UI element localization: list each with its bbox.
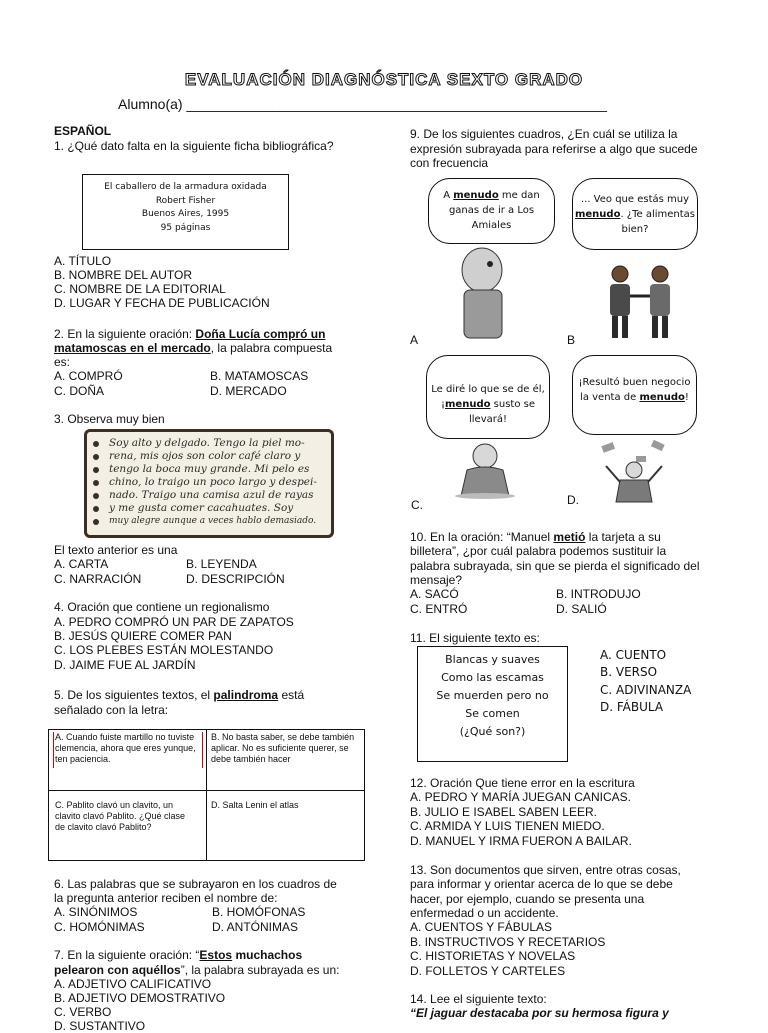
q5-line1: 5. De los siguientes textos, el palindroma está <box>54 688 305 702</box>
q13-line1: 13. Son documentos que sirven, entre otras cosas, <box>410 863 681 877</box>
table-cell-a[interactable]: A. Cuando fuiste martillo no tuviste clemencia, ahora que eres yunque, ten paciencia. <box>55 732 196 764</box>
q12-option-b[interactable]: B. JULIO E ISABEL SABEN LEER. <box>410 805 597 819</box>
texts-table <box>48 729 365 861</box>
riddle-line: Blancas y suaves <box>445 653 540 666</box>
q7-option-a[interactable]: A. ADJETIVO CALIFICATIVO <box>54 977 212 991</box>
exam-title: EVALUACIÓN DIAGNÓSTICA SEXTO GRADO <box>184 70 584 89</box>
q2-line2: matamoscas en el mercado, la palabra compuesta <box>54 341 333 355</box>
q6-option-a[interactable]: A. SINÓNIMOS <box>54 905 138 919</box>
q14-text: 14. Lee el siguiente texto: <box>410 992 547 1006</box>
q1-option-a[interactable]: A. TÍTULO <box>54 254 112 268</box>
q10-option-a[interactable]: A. SACÓ <box>410 587 459 601</box>
note-line: nado. Traigo una camisa azul de rayas <box>109 489 314 501</box>
q1-option-b[interactable]: B. NOMBRE DEL AUTOR <box>54 268 193 282</box>
speech-bubble-b: ... Veo que estás muy menudo. ¿Te alimentas bien? <box>572 178 698 250</box>
q10-option-b[interactable]: B. INTRODUJO <box>556 587 641 601</box>
cartoon-label-d[interactable]: D. <box>567 493 579 507</box>
q7-option-d[interactable]: D. SUSTANTIVO <box>54 1019 146 1033</box>
q9-line1: 9. De los siguientes cuadros, ¿En cuál se utiliza la <box>410 127 678 141</box>
card-line: Robert Fisher <box>155 195 216 206</box>
riddle-line: Se muerden pero no <box>436 689 549 702</box>
q6-line2: la pregunta anterior reciben el nombre de: <box>54 891 278 905</box>
note-line: chino, lo traigo un poco largo y despei- <box>109 476 317 488</box>
handshake-illustration <box>600 262 680 342</box>
riddle-line: Se comen <box>465 707 520 720</box>
note-line: rena, mis ojos son color café claro y <box>109 450 301 462</box>
q2-option-d[interactable]: D. MERCADO <box>210 384 287 398</box>
q10-line4: mensaje? <box>410 573 463 587</box>
riddle-line: Como las escamas <box>441 671 544 684</box>
q4-option-d[interactable]: D. JAIME FUE AL JARDÍN <box>54 658 196 672</box>
q12-option-c[interactable]: C. ARMIDA Y LUIS TIENEN MIEDO. <box>410 819 605 833</box>
note-line: muy alegre aunque a veces hablo demasiado. <box>109 516 317 526</box>
q13-option-d[interactable]: D. FOLLETOS Y CARTELES <box>410 964 566 978</box>
card-line: El caballero de la armadura oxidada <box>104 182 267 192</box>
q10-line3: palabra subrayada, sin que se pierda el significado del <box>410 559 700 573</box>
card-line: Buenos Aires, 1995 <box>141 209 230 219</box>
q1-option-c[interactable]: C. NOMBRE DE LA EDITORIAL <box>54 282 226 296</box>
speech-bubble-c: Le diré lo que se de él, ¡menudo susto se llevará! <box>426 355 550 439</box>
q1-option-d[interactable]: D. LUGAR Y FECHA DE PUBLICACIÓN <box>54 296 270 310</box>
riddle-line: (¿Qué son?) <box>459 725 526 738</box>
q4-option-b[interactable]: B. JESÚS QUIERE COMER PAN <box>54 629 232 643</box>
q12-option-a[interactable]: A. PEDRO Y MARÍA JUEGAN CANICAS. <box>410 790 631 804</box>
q11-text: 11. El siguiente texto es: <box>410 631 540 645</box>
table-cell-d[interactable]: D. Salta Lenin el atlas <box>211 800 299 810</box>
q6-option-c[interactable]: C. HOMÓNIMAS <box>54 920 145 934</box>
cartoon-label-a[interactable]: A <box>410 333 419 347</box>
q13-line2: para informar y orientar acerca de lo que se debe <box>410 877 673 891</box>
q13-option-b[interactable]: B. INSTRUCTIVOS Y RECETARIOS <box>410 935 606 949</box>
q1-text: 1. ¿Qué dato falta en la siguiente ficha bibliográfica? <box>54 139 334 153</box>
q13-option-c[interactable]: C. HISTORIETAS Y NOVELAS <box>410 949 576 963</box>
q7-option-b[interactable]: B. ADJETIVO DEMOSTRATIVO <box>54 991 226 1005</box>
gossip-illustration <box>455 440 525 500</box>
q3-text: 3. Observa muy bien <box>54 412 165 426</box>
money-rain-illustration <box>596 440 676 505</box>
q3-option-c[interactable]: C. NARRACIÓN <box>54 572 142 586</box>
q3-option-a[interactable]: A. CARTA <box>54 557 109 571</box>
q2-line1: 2. En la siguiente oración: Doña Lucía compró un <box>54 327 326 341</box>
q9-line2: expresión subrayada para referirse a algo que sucede <box>410 142 698 156</box>
cartoon-label-c[interactable]: C. <box>411 498 423 512</box>
q11-option-c[interactable]: C. ADIVINANZA <box>600 683 692 697</box>
q13-line3: hacer, por ejemplo, cuando se presenta una <box>410 892 645 906</box>
boy-illustration <box>446 240 526 345</box>
q11-option-a[interactable]: A. CUENTO <box>600 648 667 662</box>
q3-after: El texto anterior es una <box>54 543 178 557</box>
speech-bubble-d: ¡Resultó buen negocio la venta de menudo! <box>572 355 697 435</box>
bibliographic-card <box>82 174 289 250</box>
riddle-box <box>417 646 568 762</box>
q2-option-a[interactable]: A. COMPRÓ <box>54 369 123 383</box>
q4-option-c[interactable]: C. LOS PLEBES ESTÁN MOLESTANDO <box>54 643 274 657</box>
note-line: y me gusta comer cacahuates. Soy <box>109 502 294 514</box>
note-line: tengo la boca muy grande. Mi pelo es <box>109 463 310 475</box>
table-cell-b[interactable]: B. No basta saber, se debe también aplicar. No es suficiente querer, se debe también hacer <box>211 732 355 764</box>
q10-option-c[interactable]: C. ENTRÓ <box>410 602 468 616</box>
note-line: Soy alto y delgado. Tengo la piel mo- <box>109 437 305 449</box>
q10-line1: 10. En la oración: “Manuel metió la tarjeta a su <box>410 530 661 544</box>
cartoon-label-b[interactable]: B <box>567 333 576 347</box>
q13-option-a[interactable]: A. CUENTOS Y FÁBULAS <box>410 920 553 934</box>
q6-line1: 6. Las palabras que se subrayaron en los cuadros de <box>54 877 337 891</box>
q4-option-a[interactable]: A. PEDRO COMPRÓ UN PAR DE ZAPATOS <box>54 615 294 629</box>
q3-option-d[interactable]: D. DESCRIPCIÓN <box>186 572 285 586</box>
q12-option-d[interactable]: D. MANUEL Y IRMA FUERON A BAILAR. <box>410 834 632 848</box>
q10-option-d[interactable]: D. SALIÓ <box>556 602 607 616</box>
q13-line4: enfermedad o un accidente. <box>410 906 559 920</box>
q2-es: es: <box>54 355 71 369</box>
q7-line1: 7. En la siguiente oración: “Estos muchachos <box>54 948 303 962</box>
card-line: 95 páginas <box>160 222 211 233</box>
q6-option-d[interactable]: D. ANTÓNIMAS <box>212 920 299 934</box>
q7-option-c[interactable]: C. VERBO <box>54 1005 112 1019</box>
q2-option-b[interactable]: B. MATAMOSCAS <box>210 369 309 383</box>
q11-option-b[interactable]: B. VERSO <box>600 665 658 679</box>
q14-quote: “El jaguar destacaba por su hermosa figura y <box>410 1006 669 1020</box>
q10-line2: billetera”, ¿por cuál palabra podemos sustituir la <box>410 544 667 558</box>
q12-text: 12. Oración Que tiene error en la escritura <box>410 776 635 790</box>
speech-bubble-a: A menudo me dan ganas de ir a Los Amiales <box>428 178 555 244</box>
q6-option-b[interactable]: B. HOMÓFONAS <box>212 905 306 919</box>
table-cell-c[interactable]: C. Pablito clavó un clavito, un clavito clavó Pablito. ¿Qué clase de clavito clavó Pablito? <box>55 800 186 832</box>
q2-option-c[interactable]: C. DOÑA <box>54 384 105 398</box>
q9-line3: con frecuencia <box>410 156 489 170</box>
q11-option-d[interactable]: D. FÁBULA <box>600 700 664 714</box>
q3-option-b[interactable]: B. LEYENDA <box>186 557 257 571</box>
q5-line2: señalado con la letra: <box>54 703 169 717</box>
q7-line2: pelearon con aquéllos”, la palabra subrayada es un: <box>54 963 340 977</box>
q4-text: 4. Oración que contiene un regionalismo <box>54 600 270 614</box>
subject-heading: ESPAÑOL <box>54 124 112 138</box>
handwritten-note <box>84 429 334 538</box>
student-name-line: Alumno(a) ______________________________________________________ <box>118 96 607 112</box>
